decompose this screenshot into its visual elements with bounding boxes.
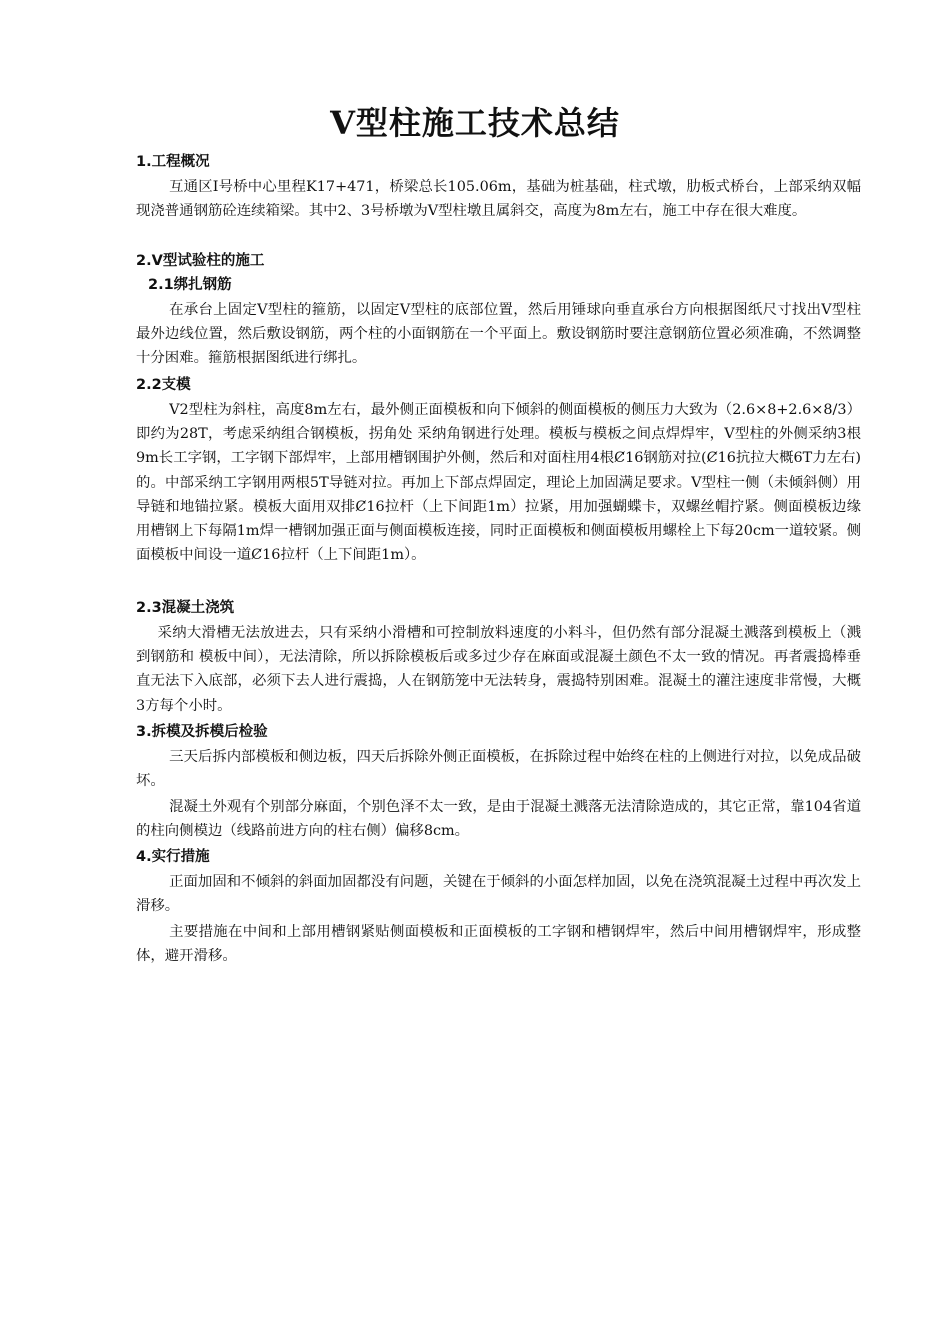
section-4-paragraph-2: 主要措施在中间和上部用槽钢紧贴侧面模板和正面模板的工字钢和槽钢焊牢，然后中间用槽钢焊牢，形成整体，避开滑移。 <box>136 924 861 965</box>
section-1-paragraph-1: 互通区Ⅰ号桥中心里程K17+471，桥梁总长105.06m，基础为桩基础，柱式墩，肋板式桥台，上部采纳双幅现浇普通钢筋砼连续箱梁。其中2、3号桥墩为V型柱墩且属斜交，高度为8m左右，施工中存在很大难度。 <box>136 179 861 220</box>
section-heading-3: 3.拆模及拆模后检验 <box>136 724 268 740</box>
section-heading-1: 1.工程概况 <box>136 154 210 170</box>
section-2-3-paragraph: 采纳大滑槽无法放进去，只有采纳小滑槽和可控制放料速度的小料斗，但仍然有部分混凝土溅落到模板上（溅到钢筋和 模板中间），无法清除，所以拆除模板后或多过少存在麻面或混凝土颜色不太一致的情况。再者震捣棒垂直无法下入底部，必须下去人进行震捣，人在钢筋笼中无法转身，震捣特别困难。混凝土的灌注速度非常慢，大概3方每个小时。 <box>136 625 861 714</box>
section-heading-2-1: 2.1绑扎钢筋 <box>148 277 232 293</box>
section-4-paragraph-1: 正面加固和不倾斜的斜面加固都没有问题，关键在于倾斜的小面怎样加固，以免在浇筑混凝土过程中再次发上滑移。 <box>136 874 861 915</box>
section-heading-2-2: 2.2支模 <box>136 377 191 393</box>
section-3-paragraph-2: 混凝土外观有个别部分麻面，个别色泽不太一致，是由于混凝土溅落无法清除造成的，其它正常，靠104省道的柱向侧模边（线路前进方向的柱右侧）偏移8cm。 <box>136 799 861 840</box>
section-heading-2-3: 2.3混凝土浇筑 <box>136 600 235 616</box>
section-3-paragraph-1: 三天后拆内部模板和侧边板，四天后拆除外侧正面模板，在拆除过程中始终在柱的上侧进行对拉，以免成品破坏。 <box>136 749 861 790</box>
section-heading-2: 2.V型试验柱的施工 <box>136 253 265 269</box>
section-2-1-paragraph: 在承台上固定V型柱的箍筋，以固定V型柱的底部位置，然后用锤球向垂直承台方向根据图纸尺寸找出V型柱最外边线位置，然后敷设钢筋，两个柱的小面钢筋在一个平面上。敷设钢筋时要注意钢筋位置必须准确，不然调整十分困难。箍筋根据图纸进行绑扎。 <box>136 302 861 367</box>
section-2-2-paragraph: V2型柱为斜柱，高度8m左右，最外侧正面模板和向下倾斜的侧面模板的侧压力大致为（2.6×8+2.6×8/3）即约为28T，考虑采纳组合钢模板，拐角处 采纳角钢进行处理。模板与模板之间点焊焊牢，V型柱的外侧采纳3根9m长工字钢，工字钢下部焊牢，上部用槽钢围护外侧，然后和对面柱用4根Ȼ16钢筋对拉(Ȼ16抗拉大概6T力左右)的。中部采纳工字钢用两根5T导链对拉。再加上下部点焊固定，理论上加固满足要求。V型柱一侧（未倾斜侧）用导链和地锚拉紧。模板大面用双排Ȼ16拉杆（上下间距1m）拉紧，用加强蝴蝶卡，双螺丝帽拧紧。侧面模板边缘用槽钢上下每隔1m焊一槽钢加强正面与侧面模板连接，同时正面模板和侧面模板用螺栓上下每20cm一道较紧。侧面模板中间设一道Ȼ16拉杆（上下间距1m）。 <box>136 402 861 564</box>
page-title: V型柱施工技术总结 <box>330 104 620 142</box>
section-heading-4: 4.实行措施 <box>136 849 210 865</box>
